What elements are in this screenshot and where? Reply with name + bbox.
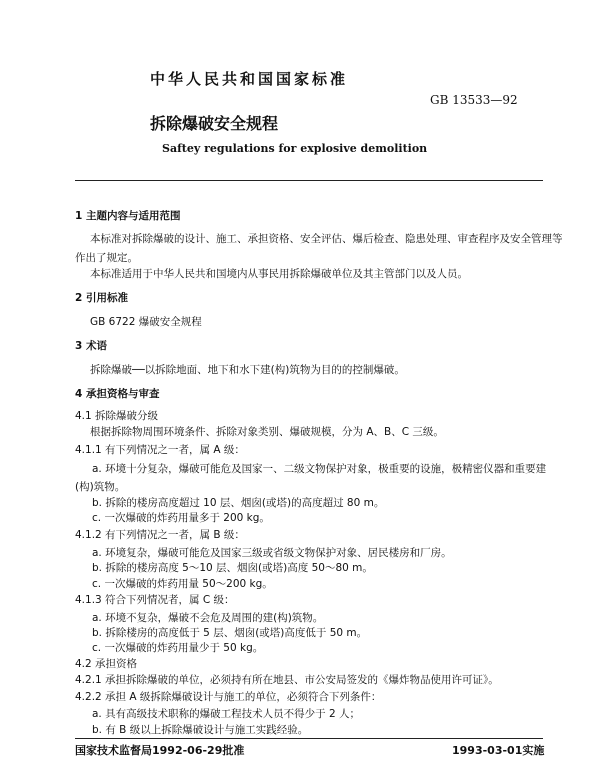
body-line: a. 环境十分复杂，爆破可能危及国家一、二级文物保护对象，极重要的设施，极精密仪器和重要建 xyxy=(92,463,547,475)
body-line: 4.1.1 有下列情况之一者，属 A 级： xyxy=(75,444,245,456)
section-heading: 1 主题内容与适用范围 xyxy=(75,210,181,222)
footer-divider xyxy=(75,738,543,739)
body-line: a. 具有高级技术职称的爆破工程技术人员不得少于 2 人； xyxy=(92,708,360,720)
document-title: 拆除爆破安全规程 xyxy=(150,114,279,133)
body-line: 4.1.2 有下列情况之一者，属 B 级： xyxy=(75,529,245,541)
body-line: GB 6722 爆破安全规程 xyxy=(90,316,202,328)
section-heading: 3 术语 xyxy=(75,340,107,352)
body-line: b. 拆除楼房的高度低于 5 层、烟囱(或塔)高度低于 50 m。 xyxy=(92,627,368,639)
standard-number: GB 13533—92 xyxy=(430,93,518,107)
body-line: 作出了规定。 xyxy=(75,252,138,264)
body-line: c. 一次爆破的炸药用量 50～200 kg。 xyxy=(92,578,273,590)
body-line: 4.2.2 承担 A 级拆除爆破设计与施工的单位，必须符合下列条件： xyxy=(75,691,382,703)
approval-date: 国家技术监督局1992-06-29批准 xyxy=(75,744,245,757)
body-line: c. 一次爆破的炸药用量多于 200 kg。 xyxy=(92,512,270,524)
document-title-english: Saftey regulations for explosive demolition xyxy=(162,142,428,155)
body-line: a. 环境复杂，爆破可能危及国家三级或省级文物保护对象、居民楼房和厂房。 xyxy=(92,547,452,559)
body-line: 4.2.1 承担拆除爆破的单位，必须持有所在地县、市公安局签发的《爆炸物品使用许可证》。 xyxy=(75,674,499,686)
body-line: 本标准对拆除爆破的设计、施工、承担资格、安全评估、爆后检查、隐患处理、审查程序及安全管理等 xyxy=(90,233,563,245)
section-heading: 2 引用标准 xyxy=(75,292,128,304)
header-divider xyxy=(75,180,543,181)
body-line: 根据拆除物周围环境条件、拆除对象类别、爆破规模，分为 A、B、C 三级。 xyxy=(90,426,444,438)
body-line: b. 有 B 级以上拆除爆破设计与施工实践经验。 xyxy=(92,724,309,736)
implementation-date: 1993-03-01实施 xyxy=(452,744,545,757)
body-line: 本标准适用于中华人民共和国境内从事民用拆除爆破单位及其主管部门以及人员。 xyxy=(90,268,468,280)
body-line: 拆除爆破──以拆除地面、地下和水下建(构)筑物为目的的控制爆破。 xyxy=(90,364,405,376)
body-line: 4.2 承担资格 xyxy=(75,658,138,670)
body-line: b. 拆除的楼房高度超过 10 层、烟囱(或塔)的高度超过 80 m。 xyxy=(92,497,385,509)
body-line: 4.1 拆除爆破分级 xyxy=(75,410,159,422)
body-line: b. 拆除的楼房高度 5～10 层、烟囱(或塔)高度 50～80 m。 xyxy=(92,562,373,574)
section-heading: 4 承担资格与审查 xyxy=(75,388,160,400)
body-line: (构)筑物。 xyxy=(75,481,126,493)
national-standard-heading: 中华人民共和国国家标准 xyxy=(150,70,349,88)
body-line: 4.1.3 符合下列情况者，属 C 级： xyxy=(75,594,235,606)
body-line: c. 一次爆破的炸药用量少于 50 kg。 xyxy=(92,642,264,654)
body-line: a. 环境不复杂，爆破不会危及周围的建(构)筑物。 xyxy=(92,612,324,624)
